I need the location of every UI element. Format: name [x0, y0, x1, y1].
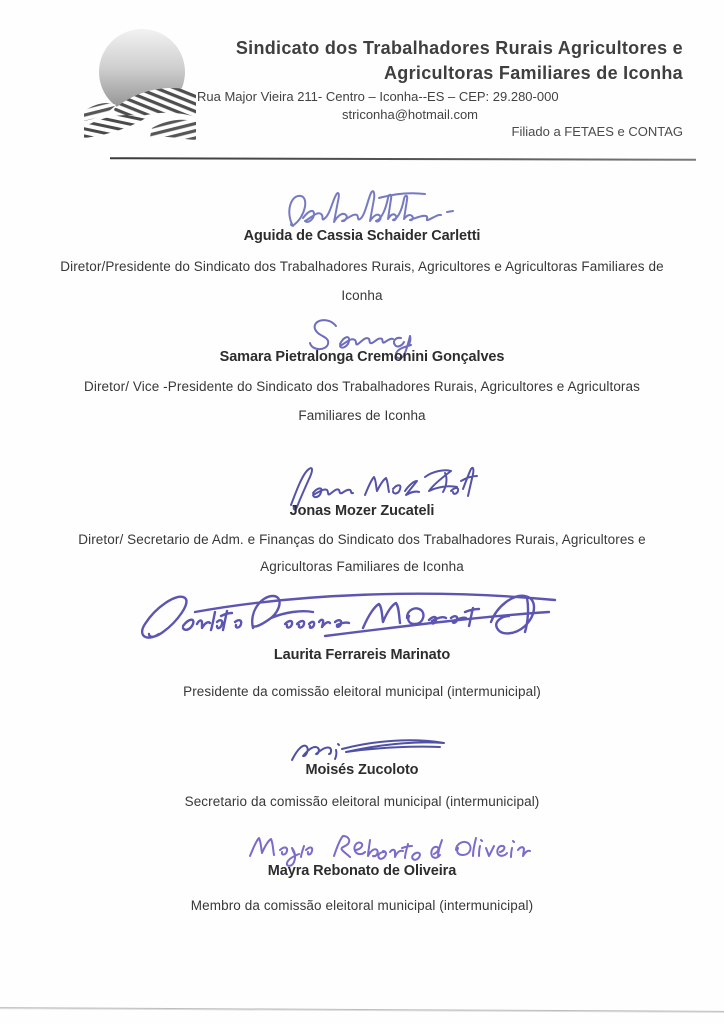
signatory-role-line1: Membro da comissão eleitoral municipal (intermunicipal)	[190, 898, 534, 913]
signature-stroke-group	[250, 836, 530, 866]
logo-graphic	[84, 27, 196, 147]
signatory-role-line2: Agricultoras Familiares de Iconha	[260, 559, 464, 574]
signatory-name: Jonas Mozer Zucateli	[289, 503, 435, 519]
letterhead-divider-line	[110, 157, 696, 161]
signatory-name: Laurita Ferrareis Marinato	[273, 647, 451, 663]
handwritten-signature-mayra	[242, 826, 527, 868]
signature-stroke-group	[292, 740, 444, 760]
signature-stroke-group	[289, 191, 453, 226]
signatory-role-line1: Diretor/Presidente do Sindicato dos Trabalhadores Rurais, Agricultores e Agricultoras Familiares de	[60, 259, 664, 274]
organization-email: striconha@hotmail.com	[341, 107, 479, 122]
sun-over-fields-logo-icon	[84, 27, 196, 147]
organization-title-line2: Agricultoras Familiares de Iconha	[384, 63, 683, 83]
signatory-name: Aguida de Cassia Schaider Carletti	[243, 228, 481, 244]
organization-title	[193, 36, 683, 86]
handwritten-signature-laurita	[125, 578, 565, 650]
organization-address: Rua Major Vieira 211- Centro – Iconha--ES – CEP: 29.280-000	[197, 89, 559, 104]
signatory-name: Mayra Rebonato de Oliveira	[267, 863, 457, 879]
signatory-name: Samara Pietralonga Cremonini Gonçalves	[219, 349, 505, 365]
scan-edge-artifact-line	[0, 1007, 724, 1012]
signatory-role-line1: Diretor/ Vice -Presidente do Sindicato dos Trabalhadores Rurais, Agricultores e Agricultoras	[84, 379, 640, 394]
signatory-role-line2: Familiares de Iconha	[298, 408, 426, 423]
signatory-role-line2: Iconha	[341, 288, 383, 303]
organization-title-line1: Sindicato dos Trabalhadores Rurais Agricultores e	[235, 38, 683, 58]
signatory-role-line1: Presidente da comissão eleitoral municipal (intermunicipal)	[183, 684, 541, 699]
signature-stroke-group	[142, 594, 555, 638]
signatory-role-line1: Secretario da comissão eleitoral municipal (intermunicipal)	[184, 794, 540, 809]
signatory-name: Moisés Zucoloto	[305, 762, 419, 778]
organization-affiliation: Filiado a FETAES e CONTAG	[511, 124, 683, 139]
signatory-role-line1: Diretor/ Secretario de Adm. e Finanças do Sindicato dos Trabalhadores Rurais, Agricultores e	[78, 532, 646, 547]
